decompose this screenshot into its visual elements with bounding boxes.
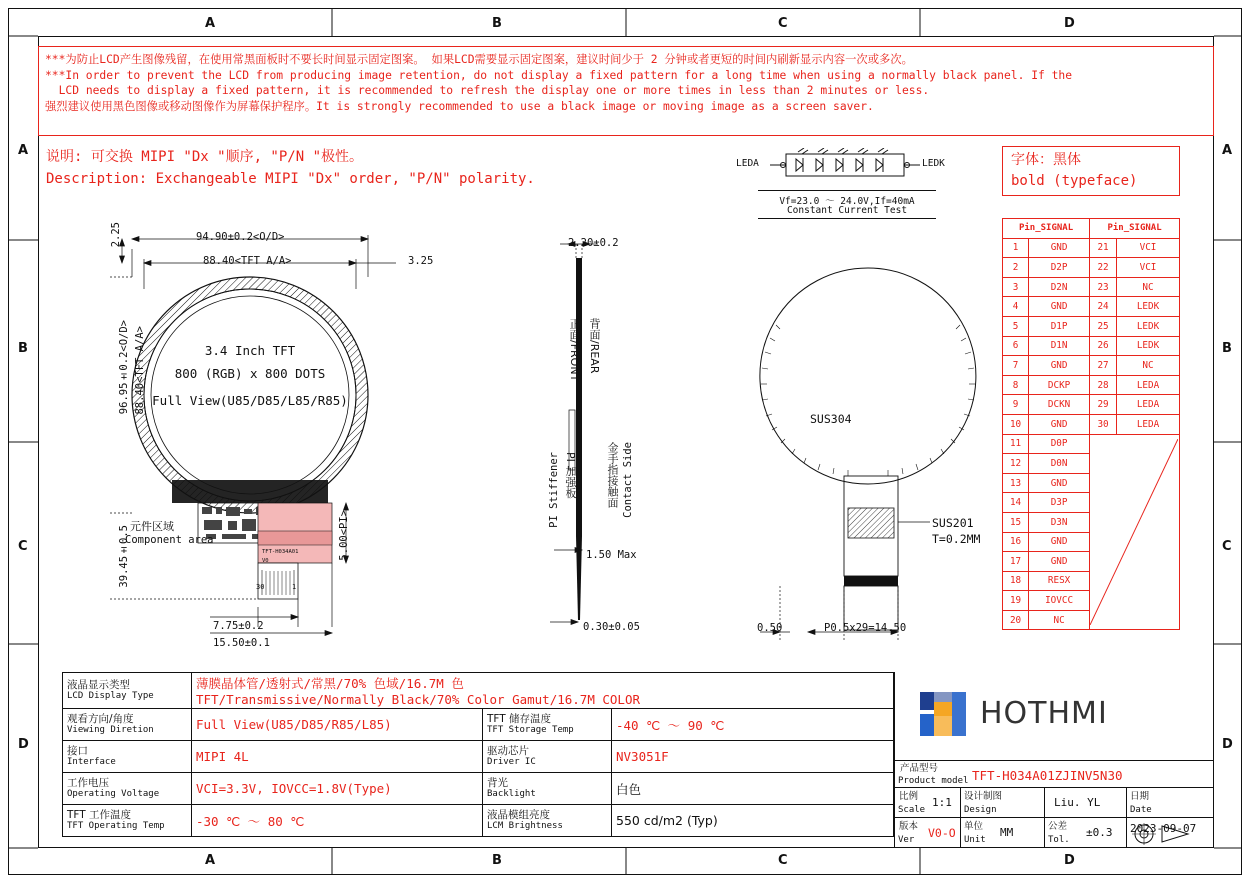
zone-right-d: D [1222,737,1233,752]
tol-value: ±0.3 [1086,826,1113,839]
side-rear-label: 背面/REAR [588,318,601,374]
table-row [1003,375,1180,395]
pin-number: 13 [1003,473,1029,493]
pin-signal: GND [1029,473,1090,493]
spec-value: 白色 [616,781,642,797]
zone-bottom-a: A [205,853,216,868]
retention-warning-box [38,46,1214,136]
spec-value-interface [192,741,483,773]
pin-number: 3 [1003,277,1029,297]
zone-right-b: B [1222,341,1232,356]
tol-label-en: Tol. [1048,835,1070,845]
pin-signal: GND [1029,532,1090,552]
zone-left-b: B [18,341,28,356]
product-model-value: TFT-H034A01ZJINV5N30 [972,768,1123,783]
spec-value-brightness [612,805,894,837]
spec-label-display-type [63,673,192,709]
ver-label-cn: 版本 [899,821,919,832]
zone-top-b: B [492,16,502,31]
side-dim-bottom: 0.30±0.05 [583,621,640,633]
scale-label-en: Scale [898,805,926,815]
pin-number: 16 [1003,532,1029,552]
svg-text:800 (RGB) x 800 DOTS: 800 (RGB) x 800 DOTS [174,366,326,381]
pin-number: 20 [1003,610,1029,630]
unit-label-en: Unit [964,835,986,845]
zone-bottom-b: B [492,853,502,868]
zone-top-d: D [1064,16,1075,31]
pin-table-header-row [1003,219,1180,239]
fpc-pin-1: 1 [292,583,297,591]
ver-value: V0-O [928,826,956,840]
led-anode-label: LEDA [736,158,759,169]
front-dim-aa: 88.40<TFT A/A> [203,255,292,267]
pin-number: 1 [1003,238,1029,258]
zone-left-d: D [18,737,29,752]
pin-signal: D1P [1029,316,1090,336]
spec-label-en: Driver IC [487,757,536,767]
pi-stiffener-cn: PI 加强板 [564,452,577,499]
table-row [1003,395,1180,415]
spec-label-interface [63,741,192,773]
pin-number: 22 [1090,258,1117,278]
spec-label-brightness [483,805,612,837]
front-dim-left-bottom: 39.45±0.5 [118,525,130,588]
ver-label-en: Ver [898,835,915,845]
pin-signal: GND [1029,552,1090,572]
table-row [1003,356,1180,376]
pin-number: 28 [1090,375,1117,395]
spec-label-viewing-direction [63,709,192,741]
pin-signal: D0N [1029,454,1090,474]
side-dim-mid: 1.50 Max [586,549,637,561]
spec-value-storage-temp [612,709,894,741]
pin-number: 24 [1090,297,1117,317]
spec-value: Full View(U85/D85/R85/L85) [196,717,392,732]
pin-signal: NC [1117,277,1180,297]
zone-top-c: C [778,16,788,31]
pin-number: 27 [1090,356,1117,376]
zone-right-c: C [1222,539,1232,554]
table-row [1003,434,1180,454]
pin-signal: VCI [1117,258,1180,278]
pin-signal: D2P [1029,258,1090,278]
spec-label-en: Viewing Diretion [67,725,154,735]
led-circuit [736,148,955,216]
tol-label-cn: 公差 [1048,821,1068,832]
pin-signal: D3N [1029,512,1090,532]
front-dim-right: 3.25 [408,255,434,267]
warning-line-3: LCD needs to display a fixed pattern, it is recommended to refresh the display one or more times in less than 2 minutes or less. [45,84,930,97]
pin-signal: GND [1029,356,1090,376]
title-block-left-border [894,672,895,848]
design-label-cn: 设计制图 [964,791,1003,802]
pin-number: 12 [1003,454,1029,474]
spec-value-operating-temp [192,805,483,837]
spec-label-storage-temp [483,709,612,741]
table-row [63,773,894,805]
spec-label-en: LCM Brightness [487,821,563,831]
pin-signal: D0P [1029,434,1090,454]
pin-number: 11 [1003,434,1029,454]
spec-label-driver-ic [483,741,612,773]
spec-value: -30 ℃ ～ 80 ℃ [196,813,305,829]
spec-label-cn: TFT 工作温度 [67,809,132,821]
pin-signal: RESX [1029,571,1090,591]
pin-number: 4 [1003,297,1029,317]
table-row [63,741,894,773]
pin-header-right: Pin_SIGNAL [1090,219,1180,239]
pin-assignment-table [1002,218,1180,630]
pin-signal: LEDA [1117,375,1180,395]
pin-number: 7 [1003,356,1029,376]
unit-value: MM [1000,826,1014,839]
pin-number: 6 [1003,336,1029,356]
pin-number: 30 [1090,414,1117,434]
spec-label-en: Interface [67,757,116,767]
front-dim-bottom-2: 15.50±0.1 [213,637,270,649]
table-row [1003,316,1180,336]
side-dim-top: 2.20±0.2 [568,237,619,249]
product-model-label-en: Product model [898,776,969,786]
spec-value-cn: 薄膜晶体管/透射式/常黑/70% 色域/16.7M 色 [196,676,464,691]
fpc-pin-30: 30 [256,583,265,591]
pin-signal: VCI [1117,238,1180,258]
led-cathode-label: LEDK [922,158,945,169]
pin-number: 19 [1003,591,1029,611]
front-dim-left-aa: 88.40<TFT A/A> [134,326,146,415]
pin-signal: LEDK [1117,316,1180,336]
spec-value-display-type [192,673,894,709]
pin-number: 29 [1090,395,1117,415]
zone-bottom-d: D [1064,853,1075,868]
back-label-sus304: SUS304 [810,412,852,426]
pin-signal: D1N [1029,336,1090,356]
pin-signal: D3P [1029,493,1090,513]
specification-table [62,672,894,837]
design-label-en: Design [964,805,997,815]
contact-side-en: Contact Side [622,442,634,518]
back-label-thickness: T=0.2MM [932,532,981,546]
table-row [63,673,894,709]
contact-side-cn: 金手指接触面 [606,442,619,508]
spec-value: MIPI 4L [196,749,249,764]
front-dim-top-small: 2.25 [110,222,122,248]
spec-value: -40 ℃ ～ 90 ℃ [616,717,725,733]
fpc-part-number: TFT-H034A01 [262,549,299,555]
spec-label-backlight [483,773,612,805]
pin-signal: DCKN [1029,395,1090,415]
pin-number: 25 [1090,316,1117,336]
warning-line-2: ***In order to prevent the LCD from producing image retention, do not display a fixed pattern for a long time when using a normally black panel. If the [45,68,1072,82]
brand-name: HOTHMI [980,696,1108,731]
pin-number: 5 [1003,316,1029,336]
pin-signal: LEDK [1117,336,1180,356]
table-row [1003,414,1180,434]
spec-value: 550 cd/m2 (Typ) [616,813,718,828]
spec-label-cn: 观看方向/角度 [67,713,134,725]
warning-line-1: ***为防止LCD产生图像残留，在使用常黑面板时不要长时间显示固定图案。 如果LCD需要显示固定图案，建议时间少于 2 分钟或者更短的时间内刷新显示内容一次或多次。 [45,53,913,66]
date-value: 2023-09-07 [1130,822,1197,835]
pin-number: 14 [1003,493,1029,513]
pin-number: 2 [1003,258,1029,278]
pin-signal: DCKP [1029,375,1090,395]
back-dim-left: 0.50 [757,622,783,634]
pin-number: 21 [1090,238,1117,258]
zone-top-a: A [205,16,216,31]
spec-value-viewing-direction [192,709,483,741]
pin-signal: GND [1029,238,1090,258]
title-block [894,672,1214,848]
table-row [63,805,894,837]
spec-value: NV3051F [616,749,669,764]
typeface-note [1002,146,1180,196]
side-front-label: 正面/FRONT [568,318,581,382]
hothmi-logo-icon [914,688,970,740]
led-test-note: Constant Current Test [758,205,936,219]
led-vf-spec: Vf=23.0 ～ 24.0V,If=40mA [758,190,936,207]
date-label-en: Date [1130,805,1152,815]
pin-number: 17 [1003,552,1029,572]
spec-value-operating-voltage [192,773,483,805]
pin-number: 26 [1090,336,1117,356]
spec-label-en: LCD Display Type [67,691,154,701]
back-label-sus201: SUS201 [932,516,974,530]
pin-number: 15 [1003,512,1029,532]
spec-value-en: TFT/Transmissive/Normally Black/70% Color Gamut/16.7M COLOR [196,692,641,707]
pin-number: 23 [1090,277,1117,297]
pin-signal: NC [1029,610,1090,630]
zone-right-a: A [1222,143,1233,158]
pin-table-empty-diagonal [1090,434,1180,630]
table-row [1003,336,1180,356]
spec-label-operating-voltage [63,773,192,805]
typeface-note-en: bold (typeface) [1011,173,1138,189]
table-row [1003,238,1180,258]
projection-symbol-icon [1132,822,1204,846]
spec-value-backlight [612,773,894,805]
designer-value: Liu. YL [1054,796,1101,809]
spec-label-cn: 液晶显示类型 [67,679,130,691]
spec-value-driver-ic [612,741,894,773]
svg-text:Full View(U85/D85/L85/R85): Full View(U85/D85/L85/R85) [152,393,348,408]
spec-value: VCI=3.3V, IOVCC=1.8V(Type) [196,781,392,796]
spec-label-cn: 工作电压 [67,777,109,789]
pin-signal: NC [1117,356,1180,376]
zone-left-c: C [18,539,28,554]
pin-number: 8 [1003,375,1029,395]
pin-header-left: Pin_SIGNAL [1003,219,1090,239]
pin-signal: LEDA [1117,414,1180,434]
zone-bottom-c: C [778,853,788,868]
svg-text:3.4 Inch TFT: 3.4 Inch TFT [204,343,296,358]
spec-label-cn: 接口 [67,745,88,757]
scale-value: 1:1 [932,796,952,809]
pin-number: 18 [1003,571,1029,591]
back-dim-pitch: P0.5x29=14.50 [824,622,907,634]
table-row [1003,258,1180,278]
scale-label-cn: 比例 [899,791,919,802]
product-model-label-cn: 产品型号 [900,763,939,774]
spec-label-en: Operating Voltage [67,789,160,799]
pin-signal: GND [1029,414,1090,434]
warning-line-4: 强烈建议使用黑色图像或移动图像作为屏幕保护程序。It is strongly recommended to use a black image or moving image as a screen saver. [45,99,874,113]
pin-signal: LEDA [1117,395,1180,415]
description-en: Description: Exchangeable MIPI "Dx" order, "P/N" polarity. [46,171,535,187]
pi-stiffener-en: PI Stiffener [548,452,560,528]
table-row [1003,297,1180,317]
spec-label-cn: TFT 储存温度 [487,713,552,725]
front-dim-fpc: 5.00<PI> [338,510,350,561]
component-area-en: Component area [125,534,214,546]
pin-number: 10 [1003,414,1029,434]
pin-signal: D2N [1029,277,1090,297]
front-view-drawing [110,215,400,655]
mipi-description [46,146,666,190]
zone-left-a: A [18,143,29,158]
pin-signal: LEDK [1117,297,1180,317]
side-view-drawing [520,230,690,640]
date-label-cn: 日期 [1130,791,1150,802]
front-dim-left-od: 96.95±0.2<O/D> [118,320,130,415]
pin-number: 9 [1003,395,1029,415]
pin-signal: GND [1029,297,1090,317]
unit-label-cn: 单位 [964,821,984,832]
spec-label-en: TFT Operating Temp [67,821,165,831]
spec-label-en: Backlight [487,789,536,799]
spec-label-cn: 驱动芯片 [487,745,529,757]
table-row [63,709,894,741]
typeface-note-cn: 字体：黑体 [1011,152,1081,168]
back-view-drawing [740,250,990,650]
spec-label-operating-temp [63,805,192,837]
spec-label-cn: 背光 [487,777,508,789]
spec-label-en: TFT Storage Temp [487,725,574,735]
table-row [1003,277,1180,297]
fpc-version: V0 [262,558,269,564]
spec-label-cn: 液晶模组亮度 [487,809,550,821]
front-dim-bottom-1: 7.75±0.2 [213,620,264,632]
description-cn: 说明: 可交换 MIPI "Dx "顺序, "P/N "极性。 [46,149,364,165]
component-area-cn: 元件区域 [130,520,174,533]
pin-signal: IOVCC [1029,591,1090,611]
front-dim-od: 94.90±0.2<O/D> [196,231,285,243]
